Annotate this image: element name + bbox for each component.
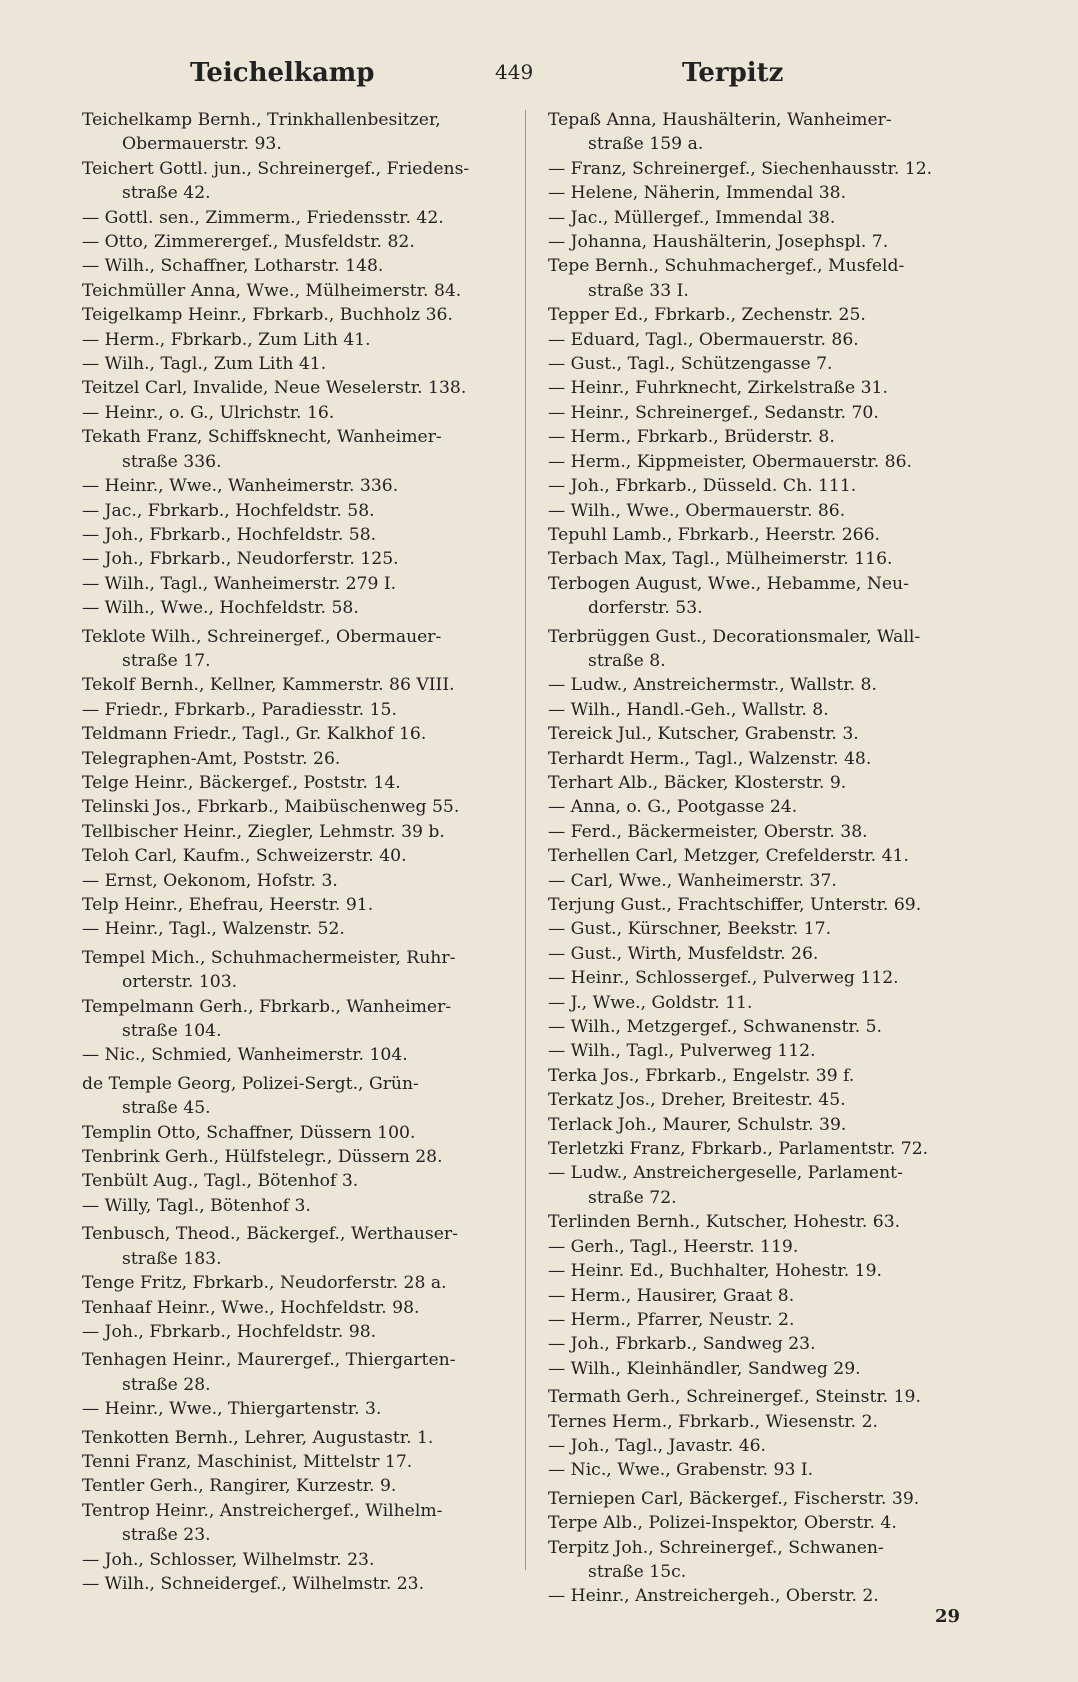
- entry-line: — Ernst, Oekonom, Hofstr. 3.: [82, 870, 338, 891]
- directory-entry: [82, 747, 522, 771]
- directory-entry: [82, 1121, 522, 1145]
- directory-entry: [548, 547, 988, 571]
- directory-entry: [548, 893, 988, 917]
- entry-line: — Johanna, Haushälterin, Josephspl. 7.: [548, 232, 889, 253]
- directory-entry: [548, 1357, 988, 1381]
- directory-entry: [82, 303, 522, 327]
- entry-line: Telge Heinr., Bäckergef., Poststr. 14.: [82, 772, 401, 793]
- directory-entry: [82, 279, 522, 303]
- entry-line: — Gerh., Tagl., Heerstr. 119.: [548, 1236, 799, 1257]
- entry-line: Terhart Alb., Bäcker, Klosterstr. 9.: [548, 772, 847, 793]
- entry-line: Tellbischer Heinr., Ziegler, Lehmstr. 39 b.: [82, 821, 445, 842]
- directory-entry: [548, 181, 988, 205]
- entry-line: — Joh., Fbrkarb., Neudorferstr. 125.: [82, 549, 399, 570]
- directory-entry: [82, 523, 522, 547]
- directory-entry: [548, 673, 988, 697]
- directory-entry: [548, 352, 988, 376]
- entry-line: — Herm., Fbrkarb., Zum Lith 41.: [82, 329, 371, 350]
- directory-entry: [82, 1426, 522, 1450]
- directory-entry: [548, 450, 988, 474]
- entry-line: — Heinr., Anstreichergeh., Oberstr. 2.: [548, 1586, 879, 1607]
- entry-continuation: straße 45.: [122, 1098, 211, 1119]
- entry-line: Telinski Jos., Fbrkarb., Maibüschenweg 55.: [82, 797, 460, 818]
- entry-line: — Nic., Wwe., Grabenstr. 93 I.: [548, 1460, 814, 1481]
- entry-line: — Otto, Zimmerergef., Musfeldstr. 82.: [82, 232, 415, 253]
- directory-entry: [82, 625, 522, 674]
- directory-entry: [548, 869, 988, 893]
- directory-entry: [548, 230, 988, 254]
- directory-entry: [548, 942, 988, 966]
- entry-line: — Wilh., Tagl., Wanheimerstr. 279 I.: [82, 573, 397, 594]
- entry-line: Tenni Franz, Maschinist, Mittelstr 17.: [82, 1451, 413, 1472]
- entry-line: — Heinr. Ed., Buchhalter, Hohestr. 19.: [548, 1261, 883, 1282]
- entry-line: Teitzel Carl, Invalide, Neue Weselerstr. 138.: [82, 378, 467, 399]
- entry-line: Tenkotten Bernh., Lehrer, Augustastr. 1.: [82, 1427, 434, 1448]
- entry-line: Tenhaaf Heinr., Wwe., Hochfeldstr. 98.: [82, 1297, 420, 1318]
- directory-entry: [82, 771, 522, 795]
- directory-entry: [82, 1397, 522, 1421]
- directory-entry: [82, 1450, 522, 1474]
- entry-line: Terkatz Jos., Dreher, Breitestr. 45.: [548, 1090, 846, 1111]
- directory-entry: [548, 844, 988, 868]
- directory-entry: [548, 1434, 988, 1458]
- entry-line: Tekath Franz, Schiffsknecht, Wanheimer-: [82, 427, 442, 448]
- directory-entry: [82, 844, 522, 868]
- entry-line: — Herm., Pfarrer, Neustr. 2.: [548, 1309, 795, 1330]
- page-header: [0, 58, 1078, 98]
- entry-line: Tempel Mich., Schuhmachermeister, Ruhr-: [82, 947, 456, 968]
- entry-line: Tenbrink Gerh., Hülfstelegr., Düssern 28.: [82, 1147, 443, 1168]
- entry-line: — Anna, o. G., Pootgasse 24.: [548, 797, 798, 818]
- directory-entry: [548, 474, 988, 498]
- entry-line: — Nic., Schmied, Wanheimerstr. 104.: [82, 1045, 408, 1066]
- entry-line: Terlinden Bernh., Kutscher, Hohestr. 63.: [548, 1212, 901, 1233]
- entry-line: — Ludw., Anstreichermstr., Wallstr. 8.: [548, 675, 877, 696]
- entry-line: — Willy, Tagl., Bötenhof 3.: [82, 1195, 311, 1216]
- entry-line: Teloh Carl, Kaufm., Schweizerstr. 40.: [82, 846, 407, 867]
- directory-entry: [548, 991, 988, 1015]
- entry-line: Tepper Ed., Fbrkarb., Zechenstr. 25.: [548, 305, 866, 326]
- page-number: 449: [495, 60, 534, 84]
- entry-line: — Ludw., Anstreichergeselle, Parlament-: [548, 1163, 903, 1184]
- directory-entry: [548, 820, 988, 844]
- entry-continuation: straße 33 I.: [588, 280, 689, 301]
- entry-line: Ternes Herm., Fbrkarb., Wiesenstr. 2.: [548, 1411, 878, 1432]
- entry-line: — Joh., Fbrkarb., Hochfeldstr. 98.: [82, 1321, 377, 1342]
- directory-entry: [82, 1474, 522, 1498]
- entry-line: Terbogen August, Wwe., Hebamme, Neu-: [548, 573, 909, 594]
- entry-line: Tekolf Bernh., Kellner, Kammerstr. 86 VIII.: [82, 675, 455, 696]
- entry-line: Teichert Gottl. jun., Schreinergef., Friedens-: [82, 158, 470, 179]
- entry-line: — Wilh., Schneidergef., Wilhelmstr. 23.: [82, 1573, 425, 1594]
- entry-line: — Wilh., Tagl., Pulverweg 112.: [548, 1041, 816, 1062]
- entry-continuation: orterstr. 103.: [122, 972, 238, 993]
- entry-line: — Joh., Schlosser, Wilhelmstr. 23.: [82, 1549, 375, 1570]
- entry-line: — Jac., Fbrkarb., Hochfeldstr. 58.: [82, 500, 375, 521]
- entry-continuation: straße 42.: [122, 183, 211, 204]
- entry-line: — Wilh., Handl.-Geh., Wallstr. 8.: [548, 699, 829, 720]
- directory-entry: [548, 401, 988, 425]
- directory-entry: [548, 1210, 988, 1234]
- directory-entry: [548, 523, 988, 547]
- directory-entry: [82, 820, 522, 844]
- entry-line: — Wilh., Wwe., Obermauerstr. 86.: [548, 500, 846, 521]
- entry-continuation: straße 23.: [122, 1525, 211, 1546]
- entry-line: — Heinr., Tagl., Walzenstr. 52.: [82, 919, 345, 940]
- entry-line: — Friedr., Fbrkarb., Paradiesstr. 15.: [82, 699, 397, 720]
- entry-line: — Helene, Näherin, Immendal 38.: [548, 183, 847, 204]
- entry-line: — Heinr., Schreinergef., Sedanstr. 70.: [548, 402, 879, 423]
- directory-entry: [82, 474, 522, 498]
- directory-entry: [82, 1271, 522, 1295]
- directory-entry: [82, 1145, 522, 1169]
- entry-line: — Wilh., Kleinhändler, Sandweg 29.: [548, 1358, 861, 1379]
- entry-line: — Herm., Kippmeister, Obermauerstr. 86.: [548, 451, 912, 472]
- directory-entry: [548, 1332, 988, 1356]
- entry-line: — Gust., Wirth, Musfeldstr. 26.: [548, 943, 819, 964]
- directory-entry: [548, 1015, 988, 1039]
- directory-entry: [82, 401, 522, 425]
- entry-continuation: straße 72.: [588, 1187, 677, 1208]
- directory-entry: [548, 1235, 988, 1259]
- entry-line: — Franz, Schreinergef., Siechenhausstr. 12.: [548, 158, 933, 179]
- entry-line: — Joh., Tagl., Javastr. 46.: [548, 1435, 767, 1456]
- directory-entry: [548, 1458, 988, 1482]
- directory-entry: [548, 1137, 988, 1161]
- directory-entry: [548, 1284, 988, 1308]
- entry-line: Tentrop Heinr., Anstreichergef., Wilhelm-: [82, 1500, 443, 1521]
- directory-entry: [82, 1572, 522, 1596]
- directory-entry: [548, 425, 988, 449]
- entry-line: — Carl, Wwe., Wanheimerstr. 37.: [548, 870, 837, 891]
- entry-line: — Heinr., Wwe., Thiergartenstr. 3.: [82, 1399, 382, 1420]
- directory-entry: [548, 157, 988, 181]
- directory-entry: [82, 254, 522, 278]
- entry-line: Teklote Wilh., Schreinergef., Obermauer-: [82, 626, 442, 647]
- entry-line: — Wilh., Schaffner, Lotharstr. 148.: [82, 256, 384, 277]
- directory-entry: [82, 1043, 522, 1067]
- entry-line: Terletzki Franz, Fbrkarb., Parlamentstr. 72.: [548, 1139, 929, 1160]
- directory-entry: [548, 1039, 988, 1063]
- directory-entry: [82, 547, 522, 571]
- directory-entry: [82, 1072, 522, 1121]
- entry-line: Teldmann Friedr., Tagl., Gr. Kalkhof 16.: [82, 724, 427, 745]
- directory-entry: [548, 1259, 988, 1283]
- directory-entry: [82, 230, 522, 254]
- entry-line: — Heinr., Schlossergef., Pulverweg 112.: [548, 968, 899, 989]
- directory-entry: [82, 206, 522, 230]
- directory-entry: [548, 917, 988, 941]
- entry-line: Termath Gerh., Schreinergef., Steinstr. 19.: [548, 1387, 921, 1408]
- directory-entry: [548, 1308, 988, 1332]
- entry-continuation: straße 28.: [122, 1374, 211, 1395]
- entry-line: Terjung Gust., Frachtschiffer, Unterstr. 69.: [548, 895, 922, 915]
- right-column: [548, 108, 988, 1609]
- directory-entry: [548, 376, 988, 400]
- directory-entry: [548, 108, 988, 157]
- entry-continuation: straße 17.: [122, 650, 211, 671]
- entry-line: Terbach Max, Tagl., Mülheimerstr. 116.: [548, 549, 893, 570]
- entry-line: — Herm., Fbrkarb., Brüderstr. 8.: [548, 427, 835, 448]
- entry-continuation: straße 15c.: [588, 1561, 687, 1582]
- directory-entry: [82, 917, 522, 941]
- left-column: [82, 108, 522, 1596]
- entry-line: Terpe Alb., Polizei-Inspektor, Oberstr. 4.: [548, 1513, 897, 1534]
- directory-entry: [82, 352, 522, 376]
- directory-entry: [548, 206, 988, 230]
- directory-entry: [82, 157, 522, 206]
- entry-line: Templin Otto, Schaffner, Düssern 100.: [82, 1122, 416, 1143]
- directory-entry: [82, 869, 522, 893]
- directory-entry: [82, 1499, 522, 1548]
- directory-entry: [82, 995, 522, 1044]
- entry-continuation: dorferstr. 53.: [588, 598, 703, 619]
- directory-entry: [548, 1064, 988, 1088]
- entry-line: — Ferd., Bäckermeister, Oberstr. 38.: [548, 821, 868, 842]
- directory-entry: [548, 499, 988, 523]
- column-divider: [525, 110, 526, 1570]
- entry-line: Tepe Bernh., Schuhmachergef., Musfeld-: [548, 256, 905, 277]
- entry-continuation: straße 336.: [122, 451, 222, 472]
- directory-entry: [82, 1548, 522, 1572]
- entry-line: Terhardt Herm., Tagl., Walzenstr. 48.: [548, 748, 872, 769]
- directory-entry: [82, 1348, 522, 1397]
- entry-line: Terhellen Carl, Metzger, Crefelderstr. 41.: [548, 846, 909, 867]
- directory-entry: [82, 1320, 522, 1344]
- entry-line: Tepuhl Lamb., Fbrkarb., Heerstr. 266.: [548, 524, 880, 545]
- entry-line: — Wilh., Tagl., Zum Lith 41.: [82, 354, 327, 375]
- directory-entry: [548, 1584, 988, 1608]
- directory-entry: [82, 1194, 522, 1218]
- directory-entry: [548, 771, 988, 795]
- directory-entry: [548, 328, 988, 352]
- directory-entry: [548, 1113, 988, 1137]
- entry-line: — Joh., Fbrkarb., Düsseld. Ch. 111.: [548, 476, 857, 497]
- directory-entry: [82, 425, 522, 474]
- entry-line: — Eduard, Tagl., Obermauerstr. 86.: [548, 329, 859, 350]
- directory-entry: [548, 966, 988, 990]
- header-left-title: Teichelkamp: [190, 58, 375, 88]
- directory-entry: [548, 303, 988, 327]
- directory-entry: [548, 1088, 988, 1112]
- directory-entry: [548, 1385, 988, 1409]
- entry-line: — Heinr., Fuhrknecht, Zirkelstraße 31.: [548, 378, 888, 399]
- entry-continuation: straße 8.: [588, 650, 666, 671]
- directory-entry: [82, 108, 522, 157]
- entry-line: Teichelkamp Bernh., Trinkhallenbesitzer,: [82, 110, 441, 130]
- entry-line: — Gust., Kürschner, Beekstr. 17.: [548, 919, 832, 940]
- entry-line: de Temple Georg, Polizei-Sergt., Grün-: [82, 1073, 419, 1094]
- entry-line: Tenge Fritz, Fbrkarb., Neudorferstr. 28 a.: [82, 1273, 447, 1294]
- directory-entry: [82, 376, 522, 400]
- entry-line: — Wilh., Metzgergef., Schwanenstr. 5.: [548, 1017, 883, 1038]
- entry-line: — J., Wwe., Goldstr. 11.: [548, 992, 753, 1013]
- directory-entry: [548, 1410, 988, 1434]
- directory-entry: [82, 698, 522, 722]
- entry-continuation: straße 104.: [122, 1021, 222, 1042]
- directory-entry: [548, 254, 988, 303]
- entry-line: Teichmüller Anna, Wwe., Mülheimerstr. 84.: [82, 280, 462, 301]
- entry-line: — Joh., Fbrkarb., Hochfeldstr. 58.: [82, 524, 377, 545]
- directory-entry: [82, 673, 522, 697]
- entry-line: — Heinr., Wwe., Wanheimerstr. 336.: [82, 476, 399, 497]
- directory-entry: [82, 596, 522, 620]
- entry-line: Tereick Jul., Kutscher, Grabenstr. 3.: [548, 724, 859, 745]
- directory-entry: [82, 1296, 522, 1320]
- entry-line: — Joh., Fbrkarb., Sandweg 23.: [548, 1334, 816, 1355]
- directory-entry: [82, 572, 522, 596]
- entry-continuation: straße 159 a.: [588, 134, 704, 155]
- entry-line: — Gust., Tagl., Schützengasse 7.: [548, 354, 833, 375]
- header-right-title: Terpitz: [682, 58, 784, 88]
- entry-line: — Heinr., o. G., Ulrichstr. 16.: [82, 402, 335, 423]
- entry-line: Terpitz Joh., Schreinergef., Schwanen-: [548, 1537, 884, 1558]
- signature-number: 29: [934, 1606, 960, 1627]
- entry-line: — Gottl. sen., Zimmerm., Friedensstr. 42.: [82, 207, 444, 228]
- entry-continuation: straße 183.: [122, 1248, 222, 1269]
- directory-entry: [548, 1536, 988, 1585]
- directory-entry: [548, 747, 988, 771]
- entry-line: Tenbült Aug., Tagl., Bötenhof 3.: [82, 1171, 359, 1192]
- directory-entry: [82, 795, 522, 819]
- entry-line: Terbrüggen Gust., Decorationsmaler, Wall-: [548, 626, 921, 647]
- directory-entry: [82, 328, 522, 352]
- entry-line: Telp Heinr., Ehefrau, Heerstr. 91.: [82, 895, 374, 915]
- entry-line: — Wilh., Wwe., Hochfeldstr. 58.: [82, 598, 359, 619]
- entry-line: — Jac., Müllergef., Immendal 38.: [548, 207, 836, 228]
- directory-entry: [82, 1222, 522, 1271]
- directory-entry: [82, 946, 522, 995]
- directory-entry: [548, 722, 988, 746]
- directory-entry: [548, 1487, 988, 1511]
- entry-line: Teigelkamp Heinr., Fbrkarb., Buchholz 36.: [82, 305, 453, 326]
- entry-line: Tempelmann Gerh., Fbrkarb., Wanheimer-: [82, 996, 452, 1017]
- entry-line: Terlack Joh., Maurer, Schulstr. 39.: [548, 1114, 847, 1135]
- entry-line: Tenbusch, Theod., Bäckergef., Werthauser-: [82, 1224, 458, 1245]
- directory-entry: [82, 893, 522, 917]
- directory-entry: [82, 499, 522, 523]
- directory-entry: [82, 722, 522, 746]
- entry-line: Telegraphen-Amt, Poststr. 26.: [82, 748, 341, 769]
- directory-entry: [548, 1161, 988, 1210]
- entry-continuation: Obermauerstr. 93.: [122, 134, 282, 155]
- entry-line: Terniepen Carl, Bäckergef., Fischerstr. 39.: [548, 1488, 920, 1509]
- entry-line: — Herm., Hausirer, Graat 8.: [548, 1285, 795, 1306]
- directory-entry: [548, 795, 988, 819]
- directory-entry: [82, 1169, 522, 1193]
- entry-line: Tentler Gerh., Rangirer, Kurzestr. 9.: [82, 1476, 397, 1497]
- entry-line: Tepaß Anna, Haushälterin, Wanheimer-: [548, 110, 892, 130]
- directory-entry: [548, 1511, 988, 1535]
- directory-entry: [548, 572, 988, 621]
- directory-entry: [548, 625, 988, 674]
- entry-line: Tenhagen Heinr., Maurergef., Thiergarten-: [82, 1350, 456, 1371]
- directory-entry: [548, 698, 988, 722]
- entry-line: Terka Jos., Fbrkarb., Engelstr. 39 f.: [548, 1065, 855, 1086]
